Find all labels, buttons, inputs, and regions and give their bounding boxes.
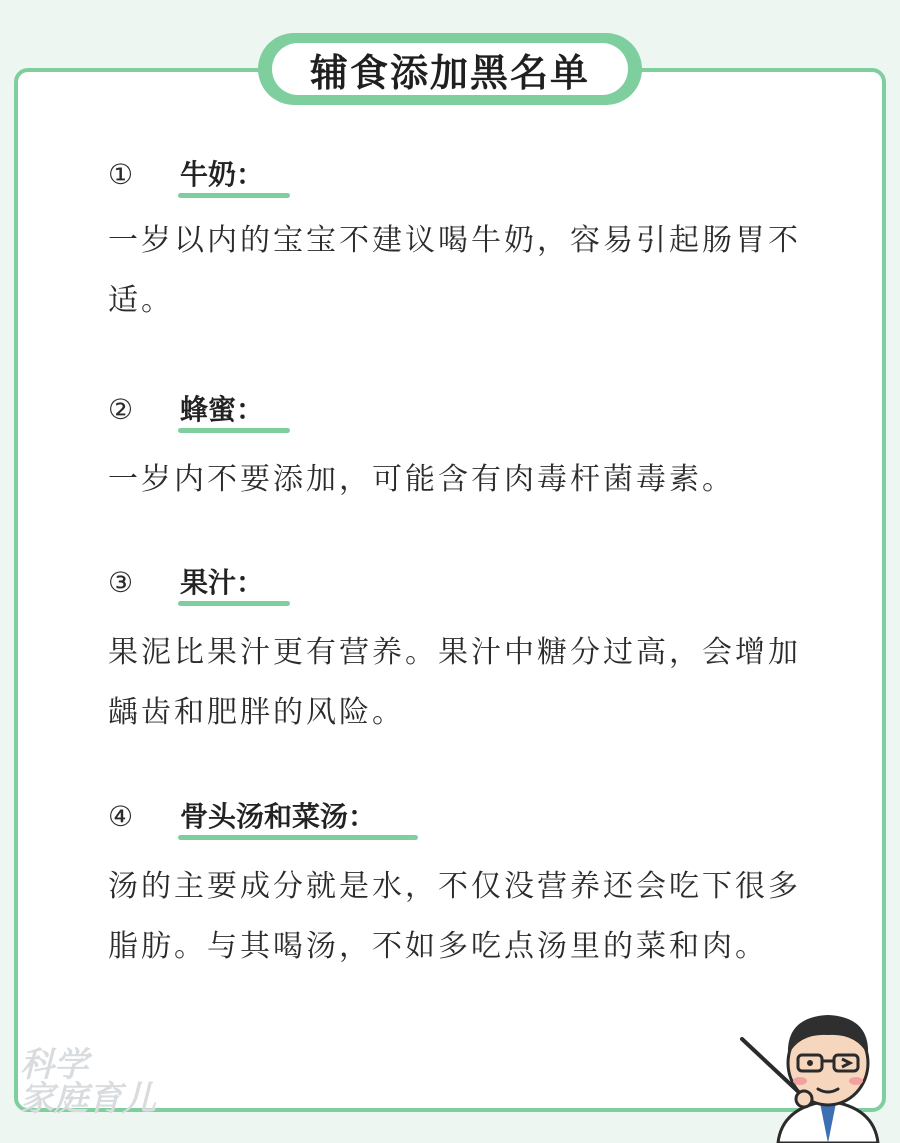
label-underline: [178, 601, 290, 606]
section-body: 一岁内不要添加，可能含有肉毒杆菌毒素。: [108, 462, 735, 497]
section-body: 汤的主要成分就是水，不仅没营养还会吃下很多脂肪。与其喝汤，不如多吃点汤里的菜和肉。: [108, 869, 801, 964]
section-soup: [108, 797, 828, 977]
section-label: 骨头汤和菜汤：: [180, 800, 377, 833]
label-underline: [178, 428, 290, 433]
section-number: ②: [108, 393, 134, 426]
section-body: 一岁以内的宝宝不建议喝牛奶，容易引起肠胃不适。: [108, 223, 801, 318]
logo-line1: 科学: [20, 1045, 88, 1085]
section-number: ①: [108, 158, 134, 191]
section-number: ④: [108, 800, 134, 833]
page-title: 辅食添加黑名单: [272, 43, 628, 95]
section-juice: [108, 563, 828, 743]
brand-logo: [20, 1045, 156, 1119]
section-label: 果汁：: [180, 566, 265, 599]
section-label: 蜂蜜：: [180, 393, 265, 426]
label-underline: [178, 193, 290, 198]
title-banner: [258, 33, 642, 105]
doctor-mascot-icon: [738, 995, 900, 1143]
section-honey: [108, 390, 828, 510]
label-underline: [178, 835, 418, 840]
section-label: 牛奶：: [180, 158, 265, 191]
logo-line2: 家庭育儿: [20, 1079, 156, 1119]
section-number: ③: [108, 566, 134, 599]
section-body: 果泥比果汁更有营养。果汁中糖分过高，会增加龋齿和肥胖的风险。: [108, 635, 801, 730]
section-milk: [108, 155, 828, 331]
